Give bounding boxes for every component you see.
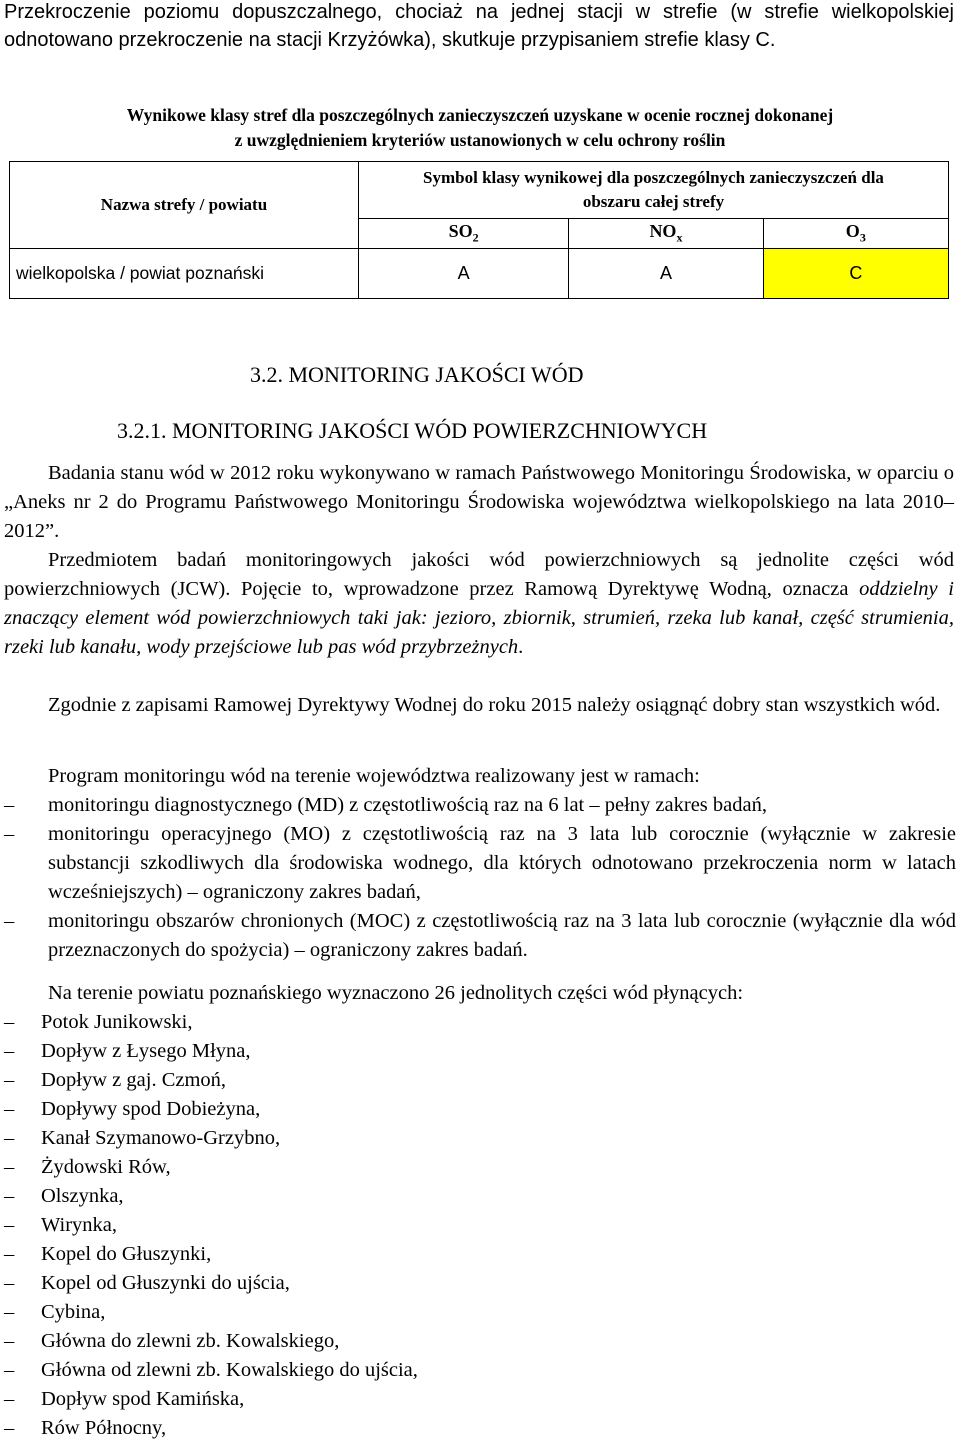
list-item xyxy=(4,1095,704,1124)
dash-bullet: – xyxy=(4,1243,15,1265)
water-body-name: Dopływ spod Kamińska, xyxy=(41,1388,245,1410)
water-body-name: Żydowski Rów, xyxy=(41,1156,171,1178)
water-body-name: Rów Północny, xyxy=(41,1417,167,1439)
dash-bullet: – xyxy=(4,1040,15,1062)
zone-class-table xyxy=(9,161,949,299)
class-cell-nox: A xyxy=(569,249,763,299)
zone-name-cell: wielkopolska / powiat poznański xyxy=(10,249,359,299)
dash-bullet: – xyxy=(4,1185,15,1207)
class-cell-so2: A xyxy=(358,249,568,299)
water-body-name: Olszynka, xyxy=(41,1185,124,1207)
dash-bullet: – xyxy=(4,1301,15,1323)
list-item xyxy=(4,1124,704,1153)
dash-bullet: – xyxy=(4,1272,15,1294)
list-item xyxy=(4,1153,704,1182)
dash-bullet: – xyxy=(4,1359,15,1381)
paragraph-1: Badania stanu wód w 2012 roku wykonywano w ramach Państwowego Monitoringu Środowiska, w oparciu o „Aneks nr 2 do Programu Państwowego Monitoringu Środowiska województwa wielkopolskiego na lata 2010–2012”. xyxy=(4,462,954,542)
water-body-name: Dopływ z gaj. Czmoń, xyxy=(41,1069,227,1091)
symbol-header-line2: obszaru całej strefy xyxy=(582,192,725,211)
symbol-header-cell xyxy=(358,162,948,219)
water-body-name: Dopływy spod Dobieżyna, xyxy=(41,1098,261,1120)
list-item xyxy=(4,1211,704,1240)
zone-header: Nazwa strefy / powiatu xyxy=(100,195,268,214)
table-caption-line2: z uwzględnieniem kryteriów ustanowionych w celu ochrony roślin xyxy=(234,130,726,150)
paragraph-2: Przedmiotem badań monitoringowych jakości wód powierzchniowych są jednolite części wód powierzchniowych (JCW). Pojęcie to, wprowadzone przez Ramową Dyrektywę Wodną, oznacza oddzielny i znaczący element wód powierzchniowych taki jak: jezioro, zbiornik, strumień, rzeka lub kanał, część strumienia, rzeki lub kanału, wody przejściowe lub pas wód przybrzeżnych. xyxy=(4,549,954,658)
water-body-name: Wirynka, xyxy=(41,1214,118,1236)
waters-intro: Na terenie powiatu poznańskiego wyznaczono 26 jednolitych części wód płynących: xyxy=(48,982,744,1004)
jcw-definition: oddzielny i znaczący element wód powierzchniowych taki jak: jezioro, zbiornik, strumień, rzeka lub kanał, część strumienia, rzeki lub kanału, wody przejściowe lub pas wód przybrzeżnych xyxy=(4,578,954,658)
list-item xyxy=(4,1037,704,1066)
dash-bullet: – xyxy=(4,1330,15,1352)
water-body-name: Dopływ z Łysego Młyna, xyxy=(41,1040,251,1062)
table-row xyxy=(10,249,949,299)
dash-bullet: – xyxy=(4,1388,15,1410)
water-body-name: Główna do zlewni zb. Kowalskiego, xyxy=(41,1330,340,1352)
pollutant-header-o3: $O_3$ xyxy=(763,219,948,249)
subsection-heading: 3.2.1. MONITORING JAKOŚCI WÓD POWIERZCHNIOWYCH xyxy=(117,418,708,443)
dash-bullet: – xyxy=(4,1417,15,1439)
list-item xyxy=(4,1240,704,1269)
section-heading: 3.2. MONITORING JAKOŚCI WÓD xyxy=(250,362,584,387)
dash-bullet: – xyxy=(4,1214,15,1236)
list-item xyxy=(4,1066,704,1095)
pollutant-header-so2: $SO_2$ xyxy=(358,219,568,249)
list-item xyxy=(4,1385,704,1414)
dash-bullet: – xyxy=(4,1127,15,1149)
list-item xyxy=(4,1356,704,1385)
pollutant-header-nox: $NO_x$ xyxy=(569,219,763,249)
dash-bullet: – xyxy=(4,1156,15,1178)
dash-bullet: – xyxy=(4,1011,15,1033)
water-body-name: Cybina, xyxy=(41,1301,106,1323)
program-intro: Program monitoringu wód na terenie województwa realizowany jest w ramach: xyxy=(48,765,700,787)
program-list xyxy=(4,762,956,965)
list-item xyxy=(4,1182,704,1211)
symbol-header-line1: Symbol klasy wynikowej dla poszczególnych zanieczyszczeń dla xyxy=(423,168,884,187)
class-cell-o3: C xyxy=(763,249,948,299)
water-body-name: Główna od zlewni zb. Kowalskiego do ujścia, xyxy=(41,1359,418,1381)
water-body-name: Kanał Szymanowo-Grzybno, xyxy=(41,1127,281,1149)
intro-paragraph: Przekroczenie poziomu dopuszczalnego, chociaż na jednej stacji w strefie (w strefie wielkopolskiej odnotowano przekroczenie na stacji Krzyżówka), skutkuje przypisaniem strefie klasy C. xyxy=(4,1,954,51)
zone-header-cell xyxy=(10,162,359,249)
water-body-name: Kopel od Głuszynki do ujścia, xyxy=(41,1272,290,1294)
water-body-name: Potok Junikowski, xyxy=(41,1011,193,1033)
list-item: – monitoringu diagnostycznego (MD) z częstotliwością raz na 6 lat – pełny zakres badań, xyxy=(4,794,767,816)
water-body-name: Kopel do Głuszynki, xyxy=(41,1243,212,1265)
dash-bullet: – xyxy=(4,1098,15,1120)
list-item xyxy=(4,1327,704,1356)
list-item: – monitoringu obszarów chronionych (MOC) z częstotliwością raz na 3 lata lub corocznie (wyłącznie dla wód przeznaczonych do spożycia) – ograniczony zakres badań. xyxy=(4,910,956,961)
dash-bullet: – xyxy=(4,1069,15,1091)
list-item xyxy=(4,1298,704,1327)
list-item: – monitoringu operacyjnego (MO) z częstotliwością raz na 3 lata lub corocznie (wyłącznie w zakresie substancji szkodliwych dla środowiska wodnego, dla których odnotowano przekroczenia norm w latach wcześniejszych) – ograniczony zakres badań, xyxy=(4,823,956,903)
list-item xyxy=(4,1414,704,1443)
paragraph-3: Zgodnie z zapisami Ramowej Dyrektywy Wodnej do roku 2015 należy osiągnąć dobry stan wszystkich wód. xyxy=(48,694,941,716)
list-item xyxy=(4,1269,704,1298)
list-item xyxy=(4,1008,704,1037)
table-caption-line1: Wynikowe klasy stref dla poszczególnych zanieczyszczeń uzyskane w ocenie rocznej dokonanej xyxy=(126,105,834,125)
